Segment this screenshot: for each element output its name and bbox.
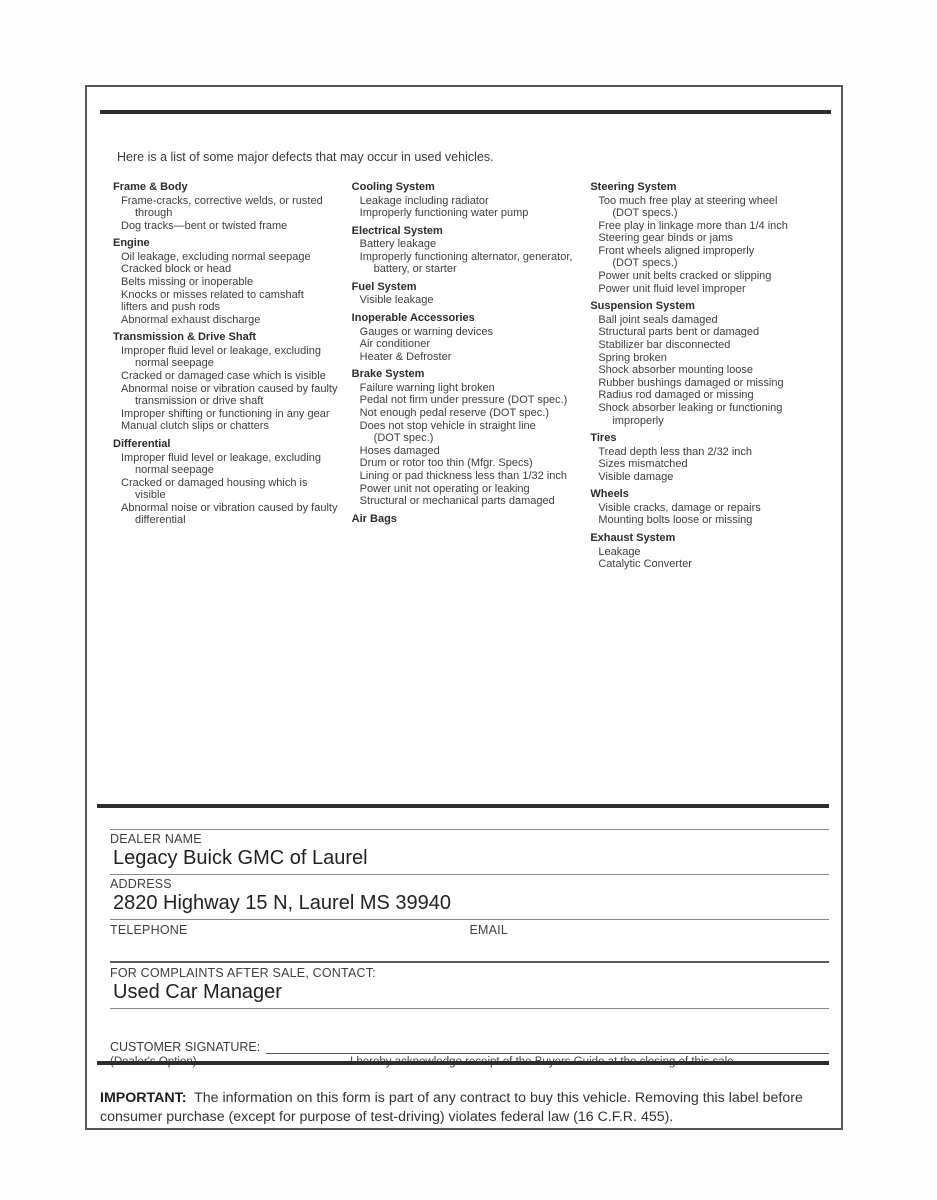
- defect-section-title: Air Bags: [351, 512, 397, 525]
- buyers-guide-back-page: [85, 85, 843, 1130]
- defect-section: [352, 281, 591, 307]
- defect-item: Failure warning light broken: [359, 381, 495, 394]
- defect-section: [352, 225, 591, 276]
- defect-item: Shock absorber leaking or functioning: [598, 401, 783, 414]
- defect-item: Dog tracks—bent or twisted frame: [121, 219, 288, 232]
- dealer-name-label: DEALER NAME: [110, 832, 202, 846]
- defect-section-title: Exhaust System: [590, 532, 676, 545]
- defect-item: Power unit not operating or leaking: [359, 482, 530, 495]
- defect-item: Steering gear binds or jams: [598, 232, 733, 245]
- defect-item: Rubber bushings damaged or missing: [598, 376, 784, 389]
- defect-section-title: Engine: [113, 237, 150, 250]
- email-label: EMAIL: [469, 923, 509, 937]
- defect-item: through: [135, 207, 173, 220]
- address-field: [110, 875, 829, 920]
- defect-section: [590, 532, 831, 571]
- important-section-divider: [97, 1061, 829, 1065]
- defect-item: Heater & Defroster: [359, 350, 452, 363]
- defect-section: [352, 181, 591, 220]
- dealer-info-form: [110, 829, 829, 1068]
- defect-item: Catalytic Converter: [598, 558, 692, 571]
- defect-item: Gauges or warning devices: [359, 325, 493, 338]
- defect-section-title: Wheels: [590, 488, 629, 501]
- signature-line: [266, 1039, 829, 1054]
- defect-section: [113, 331, 352, 433]
- defect-item: Cracked or damaged housing which is: [121, 476, 308, 489]
- defect-item: Oil leakage, excluding normal seepage: [121, 250, 311, 263]
- defect-item: Mounting bolts loose or missing: [598, 514, 753, 527]
- defect-item: improperly: [612, 414, 664, 427]
- defect-item: transmission or drive shaft: [135, 395, 264, 408]
- telephone-email-row: [110, 920, 829, 961]
- defects-column-1: [113, 181, 352, 571]
- dealer-name-field: [110, 829, 829, 875]
- defect-item: Hoses damaged: [359, 444, 440, 457]
- defect-section-title: Inoperable Accessories: [351, 312, 475, 325]
- defect-item: (DOT specs.): [612, 257, 678, 270]
- defect-item: Tread depth less than 2/32 inch: [598, 445, 753, 458]
- defect-section: [352, 312, 591, 363]
- defect-section: [113, 181, 352, 232]
- defect-item: battery, or starter: [373, 263, 457, 276]
- defect-item: Battery leakage: [359, 238, 437, 251]
- defect-section-title: Brake System: [351, 368, 425, 381]
- defect-item: normal seepage: [135, 357, 214, 370]
- defect-item: Improperly functioning alternator, generator,: [359, 250, 573, 263]
- defect-item: Improper fluid level or leakage, excluding: [121, 344, 321, 357]
- defect-section: [590, 488, 831, 527]
- defect-section-title: Differential: [113, 438, 171, 450]
- defect-item: Improper fluid level or leakage, excluding: [121, 451, 321, 464]
- important-label: IMPORTANT:: [100, 1090, 187, 1107]
- defect-item: Sizes mismatched: [598, 458, 688, 471]
- defect-item: Belts missing or inoperable: [121, 275, 254, 288]
- defect-item: Power unit fluid level improper: [598, 282, 746, 295]
- defects-column-3: [590, 181, 831, 571]
- defect-item: Not enough pedal reserve (DOT spec.): [359, 407, 550, 420]
- defect-section: [352, 513, 591, 526]
- defects-list: [113, 181, 831, 571]
- defect-section: [590, 432, 831, 483]
- important-text: The information on this form is part of any contract to buy this vehicle. Removing this label before consumer purchase (except for purpose of test-driving) violates federal law (16 C.F.R. 455).: [100, 1090, 803, 1126]
- defect-section: [590, 300, 831, 427]
- address-value: 2820 Highway 15 N, Laurel MS 39940: [113, 892, 451, 914]
- defect-item: Structural parts bent or damaged: [598, 326, 760, 339]
- defect-section: [113, 237, 352, 326]
- telephone-label: TELEPHONE: [110, 923, 188, 937]
- defect-item: Air conditioner: [359, 338, 430, 351]
- defect-item: Free play in linkage more than 1/4 inch: [598, 219, 788, 232]
- defect-section-title: Fuel System: [351, 280, 417, 293]
- important-notice: [100, 1089, 825, 1127]
- defect-item: Visible damage: [598, 470, 674, 483]
- defect-section-title: Suspension System: [590, 300, 695, 313]
- defect-item: Ball joint seals damaged: [598, 313, 718, 326]
- defect-item: Visible cracks, damage or repairs: [598, 501, 761, 514]
- defect-section: [352, 368, 591, 507]
- defect-item: Power unit belts cracked or slipping: [598, 270, 772, 283]
- defect-section-title: Tires: [590, 432, 617, 445]
- defect-item: Shock absorber mounting loose: [598, 364, 754, 377]
- defects-column-2: [352, 181, 591, 571]
- customer-signature-row: [110, 1039, 829, 1054]
- defect-item: Frame-cracks, corrective welds, or rusted: [121, 194, 323, 207]
- defect-section-title: Frame & Body: [113, 181, 188, 193]
- customer-signature-label: CUSTOMER SIGNATURE:: [110, 1040, 261, 1054]
- dealer-name-value: Legacy Buick GMC of Laurel: [113, 847, 368, 869]
- address-label: ADDRESS: [110, 877, 172, 891]
- defect-item: Does not stop vehicle in straight line: [359, 419, 536, 432]
- defect-item: Radius rod damaged or missing: [598, 389, 754, 402]
- complaints-value: Used Car Manager: [113, 981, 282, 1003]
- defect-item: visible: [135, 489, 166, 502]
- complaints-field: [110, 961, 829, 1009]
- defect-item: Improper shifting or functioning in any gear: [121, 407, 330, 420]
- defect-item: Cracked block or head: [121, 263, 232, 276]
- defect-item: Drum or rotor too thin (Mfgr. Specs): [359, 457, 533, 470]
- defect-item: Too much free play at steering wheel: [598, 194, 778, 207]
- defect-item: normal seepage: [135, 464, 214, 477]
- defect-item: (DOT spec.): [373, 432, 434, 445]
- defect-section-title: Steering System: [590, 181, 677, 193]
- defect-item: differential: [135, 514, 186, 527]
- defect-item: Visible leakage: [359, 294, 434, 307]
- defect-section: [113, 438, 352, 527]
- defect-section-title: Cooling System: [351, 181, 435, 193]
- defect-item: Leakage including radiator: [359, 194, 489, 207]
- defect-item: Front wheels aligned improperly: [598, 244, 755, 257]
- defect-item: lifters and push rods: [121, 301, 221, 314]
- defect-item: Abnormal noise or vibration caused by faulty: [121, 382, 338, 395]
- top-divider: [100, 110, 831, 114]
- intro-text: Here is a list of some major defects that may occur in used vehicles.: [117, 149, 494, 164]
- form-section-divider: [97, 804, 829, 808]
- defect-item: Cracked or damaged case which is visible: [121, 370, 326, 383]
- defect-item: Abnormal exhaust discharge: [121, 313, 261, 326]
- defect-item: Lining or pad thickness less than 1/32 inch: [359, 470, 567, 482]
- defect-item: Improperly functioning water pump: [359, 207, 529, 220]
- defect-item: Spring broken: [598, 351, 667, 364]
- defect-item: Structural or mechanical parts damaged: [359, 495, 555, 508]
- defect-section: [590, 181, 831, 295]
- defect-item: Stabilizer bar disconnected: [598, 338, 731, 351]
- complaints-label: FOR COMPLAINTS AFTER SALE, CONTACT:: [110, 966, 376, 980]
- defect-item: Leakage: [598, 545, 641, 558]
- defect-item: Pedal not firm under pressure (DOT spec.): [359, 394, 568, 407]
- defect-item: Abnormal noise or vibration caused by faulty: [121, 501, 338, 514]
- defect-item: (DOT specs.): [612, 207, 678, 220]
- defect-section-title: Electrical System: [351, 224, 443, 237]
- defect-section-title: Transmission & Drive Shaft: [113, 331, 257, 344]
- defect-item: Manual clutch slips or chatters: [121, 420, 269, 433]
- defect-item: Knocks or misses related to camshaft: [121, 288, 304, 301]
